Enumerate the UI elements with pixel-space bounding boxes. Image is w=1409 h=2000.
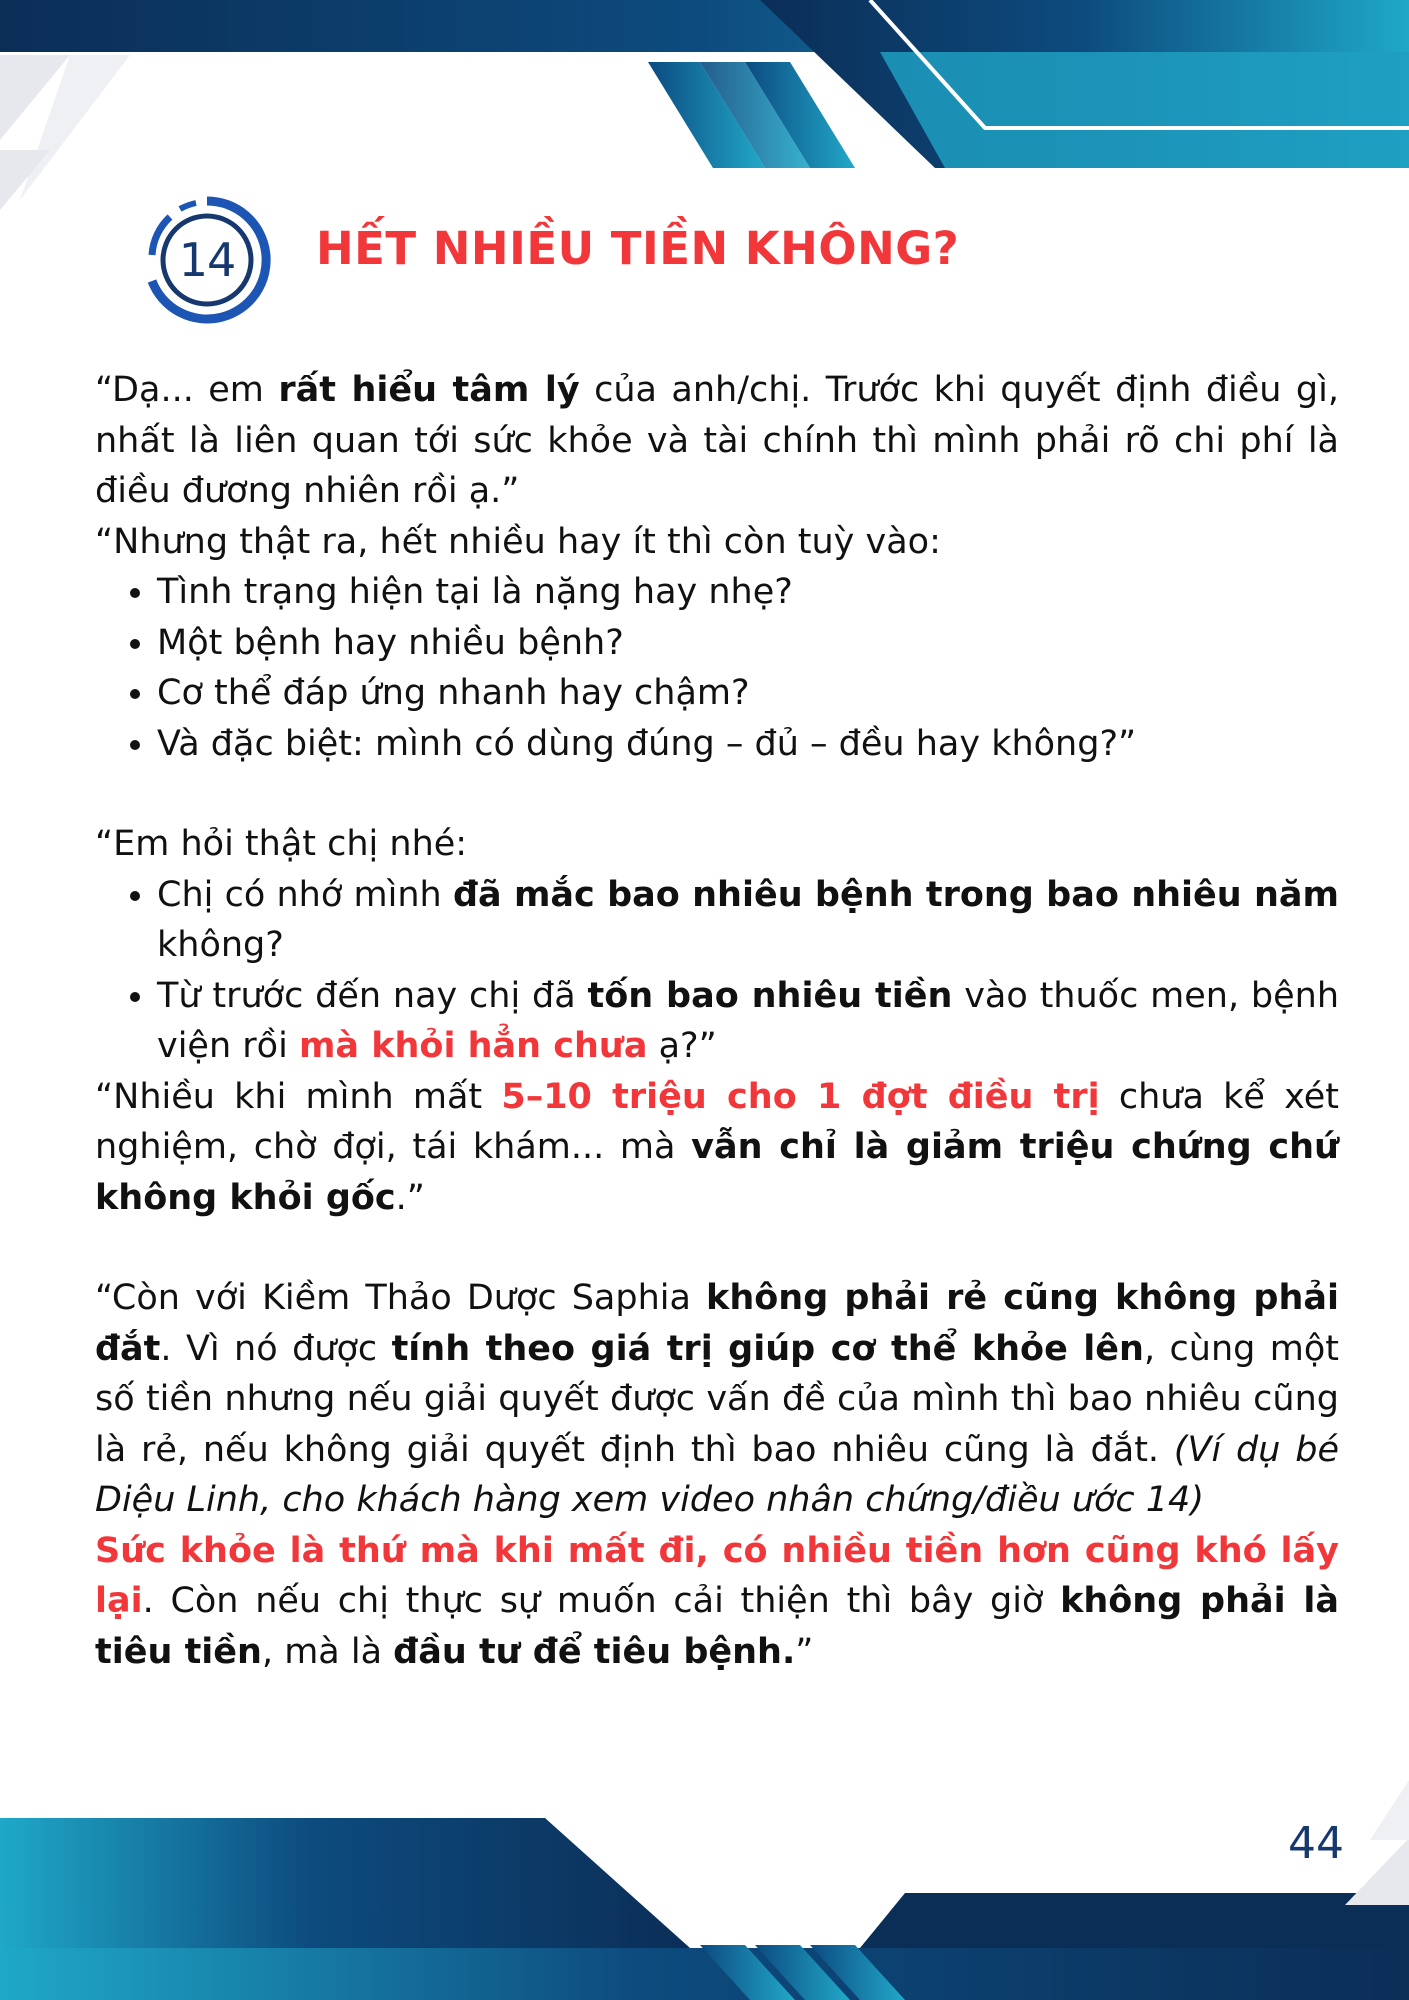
text: “Dạ... em bbox=[95, 370, 279, 410]
section-number: 14 bbox=[178, 233, 236, 287]
bold-text: tốn bao nhiêu tiền bbox=[587, 975, 953, 1016]
body-content bbox=[95, 365, 1339, 1677]
paragraph-5 bbox=[95, 1273, 1339, 1526]
list-item bbox=[157, 971, 1339, 1072]
spacer bbox=[95, 1223, 1339, 1273]
list-item: • Một bệnh hay nhiều bệnh? bbox=[157, 618, 1339, 669]
spacer bbox=[95, 769, 1339, 819]
text: ạ?” bbox=[647, 1026, 717, 1066]
bold-text: tính theo giá trị giúp cơ thể khỏe lên bbox=[391, 1328, 1144, 1369]
bold-text: đã mắc bao nhiêu bệnh trong bao nhiêu năm bbox=[452, 874, 1339, 915]
bold-text: vẫn chỉ là giảm triệu chứng chứ không khỏi gốc bbox=[95, 1127, 1339, 1218]
bold-text: không phải là tiêu tiền bbox=[95, 1581, 1340, 1672]
text: không? bbox=[157, 925, 284, 965]
highlight-text: mà khỏi hẳn chưa bbox=[298, 1026, 648, 1066]
text: Từ trước đến nay chị đã bbox=[157, 975, 588, 1016]
list-item: • Và đặc biệt: mình có dùng đúng – đủ – đều hay không?” bbox=[157, 719, 1339, 770]
question-list bbox=[95, 870, 1339, 1072]
paragraph-3: “Em hỏi thật chị nhé: bbox=[95, 824, 468, 864]
text: , cùng một số tiền nhưng nếu giải quyết được vấn đề của mình thì bao nhiêu cũng là rẻ, nếu không giải quyết định thì bao nhiêu cũng là đắt. bbox=[95, 1328, 1340, 1470]
page-number: 44 bbox=[1288, 1818, 1344, 1869]
list-item bbox=[157, 870, 1339, 971]
highlight-text: Sức khỏe là thứ mà khi mất đi, có nhiều tiền hơn cũng khó lấy lại bbox=[95, 1530, 1339, 1621]
text: vào thuốc men, bệnh viện rồi bbox=[157, 975, 1340, 1066]
text: Chị có nhớ mình bbox=[157, 874, 453, 915]
highlight-text: 5–10 triệu cho 1 đợt điều trị bbox=[501, 1076, 1100, 1117]
text: . Còn nếu chị thực sự muốn cải thiện thì bây giờ bbox=[142, 1581, 1061, 1621]
text: ” bbox=[795, 1631, 814, 1672]
text: . Vì nó được bbox=[160, 1328, 392, 1369]
bold-text: rất hiểu tâm lý bbox=[278, 370, 580, 410]
italic-note: (Ví dụ bé Diệu Linh, cho khách hàng xem video nhân chứng/điều ước 14) bbox=[95, 1429, 1339, 1520]
paragraph-2: “Nhưng thật ra, hết nhiều hay ít thì còn tuỳ vào: bbox=[95, 521, 941, 562]
list-item: • Cơ thể đáp ứng nhanh hay chậm? bbox=[157, 668, 1339, 719]
paragraph-1 bbox=[95, 365, 1339, 517]
list-item: • Tình trạng hiện tại là nặng hay nhẹ? bbox=[157, 567, 1339, 618]
text: .” bbox=[395, 1177, 425, 1218]
footer-banner bbox=[0, 1780, 1409, 2000]
text: “Nhiều khi mình mất bbox=[95, 1076, 502, 1117]
text: của anh/chị. Trước khi quyết định điều gì, nhất là liên quan tới sức khỏe và tài chính thì mình phải rõ chi phí là điều đương nhiên rồi ạ.” bbox=[95, 370, 1339, 511]
text: , mà là bbox=[261, 1631, 394, 1672]
paragraph-4 bbox=[95, 1072, 1339, 1224]
paragraph-6 bbox=[95, 1526, 1339, 1678]
text: “Còn với Kiềm Thảo Dược Saphia bbox=[95, 1278, 707, 1318]
header-banner bbox=[0, 0, 1409, 210]
text: chưa kể xét nghiệm, chờ đợi, tái khám... mà bbox=[95, 1076, 1339, 1167]
page-title: HẾT NHIỀU TIỀN KHÔNG? bbox=[316, 222, 960, 275]
factor-list bbox=[95, 567, 1339, 769]
bold-text: đầu tư để tiêu bệnh. bbox=[393, 1631, 796, 1672]
bold-text: không phải rẻ cũng không phải đắt bbox=[95, 1278, 1339, 1369]
